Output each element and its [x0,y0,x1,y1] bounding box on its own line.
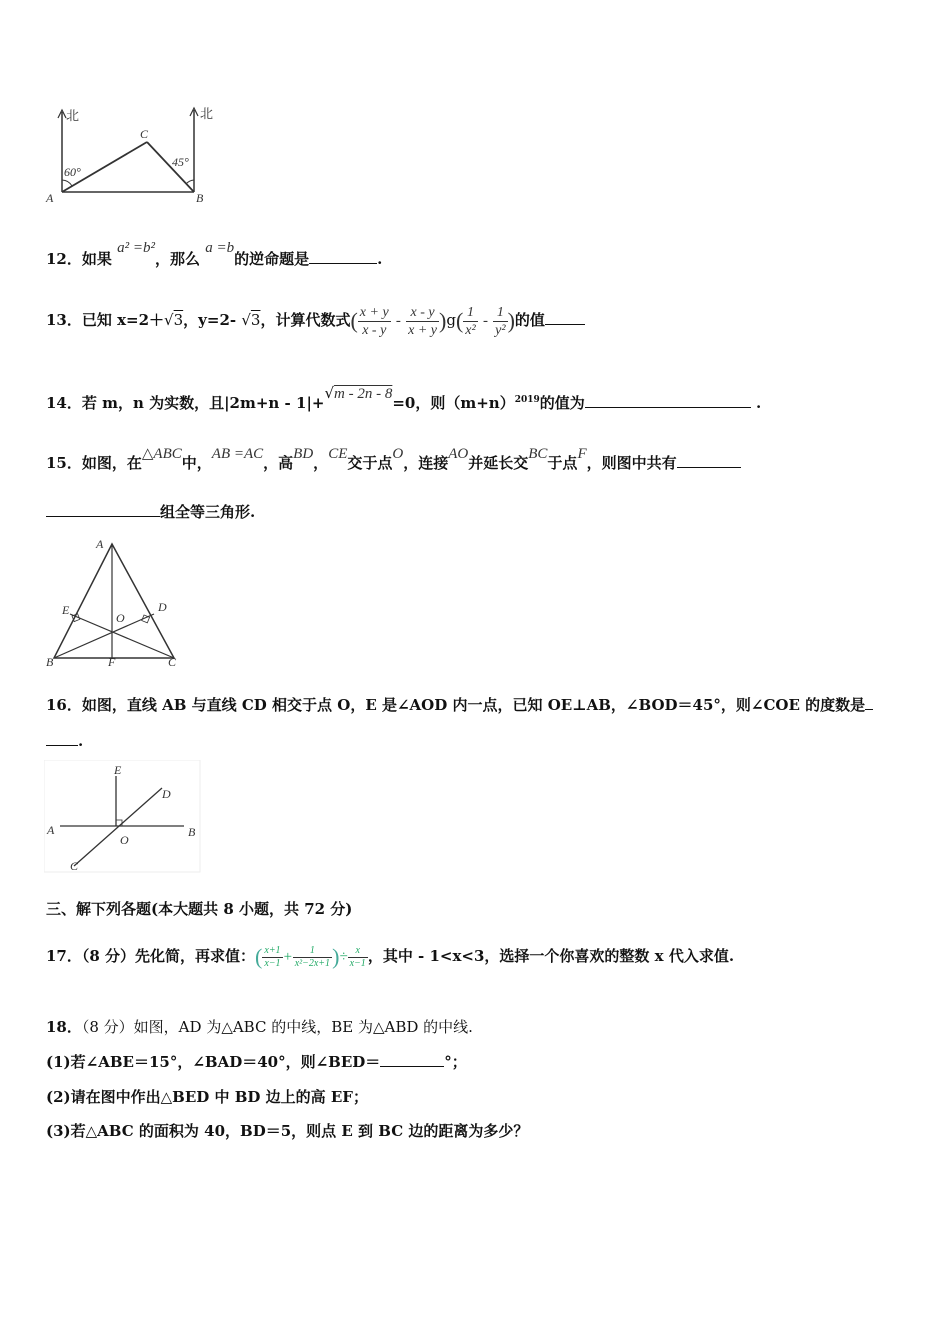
q15-text-7: 并延长交 [468,454,529,472]
q16-number: 16． [46,696,82,714]
q18-number: 18． [46,1018,82,1036]
angle-45-label: 45° [172,155,189,169]
question-18-part-3: (3)若△ABC 的面积为 40，BD＝5，则点 E 到 BC 边的距离为多少？ [46,1122,529,1140]
q13-minus-1: - [395,313,401,329]
fig16-label-d: D [162,787,171,801]
q17-plus: + [282,949,293,965]
q13-sqrt-1: 3 [173,311,184,329]
q13-minus-2: - [482,313,488,329]
q15-text-10: 组全等三角形. [160,503,256,521]
fig15-label-b: B [46,655,54,669]
q12-number: 12． [46,250,82,268]
angle-60-label: 60° [64,165,81,179]
question-13: 13．已知 x=2＋√3，y=2- √3，计算代数式( $\frac{x + y}{x - y}$ - $\frac{x - y}{x + y}$ )g( $\frac{1}{\text{x²}}$ - $\frac{1}{\text{y²}}$ )的值 [46,300,585,341]
q15-text-8: 于点 [547,454,578,472]
q17-fraction-a: $\frac{x+1}{x-1}$ [264,944,281,969]
q14-number: 14． [46,394,82,412]
q12-end: . [377,250,383,268]
question-12 [46,240,383,269]
q15-text-1: 如图，在 [81,454,142,472]
figure-north-bearing [44,100,224,206]
q16-answer-blank-1[interactable] [865,695,873,710]
q14-text-1: 若 m，n 为实数，且|2m+n - 1|+ [81,394,325,412]
q15-text-4: ， [313,454,329,472]
point-b-label: B [196,191,204,205]
q13-sqrt-2: 3 [250,311,261,329]
q12-text-3: 的逆命题是 [234,250,310,268]
q18-part-1-text: (1)若∠ABE＝15°，∠BAD＝40°，则∠BED＝ [46,1053,381,1071]
q12-expr-2: a =b [205,240,235,256]
north-label-right: 北 [200,107,214,122]
q16-text: 如图，直线 AB 与直线 CD 相交于点 O，E 是∠AOD 内一点，已知 OE⊥AB，∠BOD＝45°，则∠COE 的度数是 [81,696,866,714]
q13-text-1: 已知 x=2＋ [81,311,165,329]
q17-text-2: ，其中 - 1<x<3，选择一个你喜欢的整数 x 代入求值. [367,947,735,965]
fig16-label-e: E [114,763,122,777]
q13-number: 13． [46,311,82,329]
q12-text-1: 如果 [81,250,112,268]
q17-fraction-c: $\frac{x}{x-1}$ [349,944,366,969]
q13-fraction-3: $\frac{1}{\text{x²}}$ [465,304,476,338]
q13-fraction-2: $\frac{x - y}{x + y}$ [408,304,438,338]
fig15-label-c: C [168,655,177,669]
q12-text-2: ，那么 [155,250,201,268]
q14-sqrt: m - 2n - 8 [334,386,393,402]
q13-answer-blank[interactable] [545,310,585,325]
section-3-heading: 三、解下列各题(本大题共 8 小题，共 72 分) [46,900,353,918]
q17-fraction-b: $\frac{1}{\text{x²−2x+1}}$ [294,944,331,969]
q17-number: 17． [46,947,82,965]
question-18-part-1 [46,1051,467,1072]
fig15-label-d: D [158,600,167,614]
fig16-label-c: C [70,859,79,873]
q14-exponent: 2019 [514,395,540,405]
q15-math-7: BC [528,446,548,462]
q15-number: 15． [46,454,82,472]
q18-answer-blank[interactable] [380,1052,444,1067]
q16-end: . [78,732,84,750]
q15-text-2: 中， [181,454,212,472]
q13-text-2: ，y=2- [183,311,237,329]
q13-fraction-4: $\frac{1}{\text{y²}}$ [495,304,506,338]
question-14: 14．若 m，n 为实数，且|2m+n - 1|+√m - 2n - 8=0，则$(m+n)^{2019}$的值为 . [46,384,762,412]
q15-text-5: 交于点 [347,454,393,472]
question-18-part-2: (2)请在图中作出△BED 中 BD 边上的高 EF； [46,1088,368,1106]
fig15-label-f: F [108,655,116,669]
q17-text-1: （8 分）先化简，再求值： [81,947,256,965]
q15-text-3: ，高 [263,454,294,472]
q15-text-6: ，连接 [403,454,449,472]
q16-answer-blank-2[interactable] [46,731,78,746]
point-a-label: A [46,191,54,205]
q17-divide: ÷ [339,949,348,965]
q18-intro: （8 分）如图，AD 为△ABC 的中线，BE 为△ABD 的中线. [81,1018,473,1036]
q13-text-3: ，计算代数式 [260,311,351,329]
q14-text-3: 的值为 [539,394,585,412]
question-16-line-2 [46,731,83,750]
q15-answer-blank-1[interactable] [677,453,741,468]
fig16-label-a: A [47,823,55,837]
north-label-left: 北 [66,109,80,124]
q15-math-6: AO [448,446,469,462]
q15-text-9: ，则图中共有 [586,454,677,472]
q15-math-4: CE [328,446,348,462]
q12-expr-1: a² =b² [117,240,155,256]
fig15-label-a: A [96,537,104,551]
q14-text-2: =0，则（m+n） [392,394,515,412]
q12-answer-blank[interactable] [309,249,377,264]
question-15 [46,446,741,473]
question-15-line-2 [46,501,255,522]
fig16-label-b: B [188,825,196,839]
fig15-label-o: O [116,611,125,625]
q15-math-3: BD [293,446,314,462]
question-18 [46,1016,473,1037]
figure-intersecting-lines [44,760,202,874]
q18-part-1-end: °； [444,1053,467,1071]
question-16 [46,694,873,715]
q15-math-1: △ABC [141,446,182,462]
q14-answer-blank[interactable] [585,393,751,408]
figure-isosceles-triangle [44,536,194,670]
fig15-label-e: E [62,603,70,617]
q15-math-5: O [392,446,404,462]
q13-g: g [446,311,456,329]
q15-math-2: AB =AC [211,446,264,462]
fig16-label-o: O [120,833,129,847]
point-c-label: C [140,127,149,141]
q13-text-4: 的值 [514,311,545,329]
question-17: 17．（8 分）先化简，再求值：( $\frac{x+1}{x-1}$ + $\frac{1}{\text{x²−2x+1}}$ )÷ $\frac{x}{x-1}$ ，其中 - 1<x<3，选择一个你喜欢的整数 x 代入求值. [46,944,735,969]
q13-fraction-1: $\frac{x + y}{x - y}$ [359,304,389,338]
q14-end: . [756,394,762,412]
q15-answer-blank-2[interactable] [46,502,160,517]
q15-math-8: F [577,446,587,462]
